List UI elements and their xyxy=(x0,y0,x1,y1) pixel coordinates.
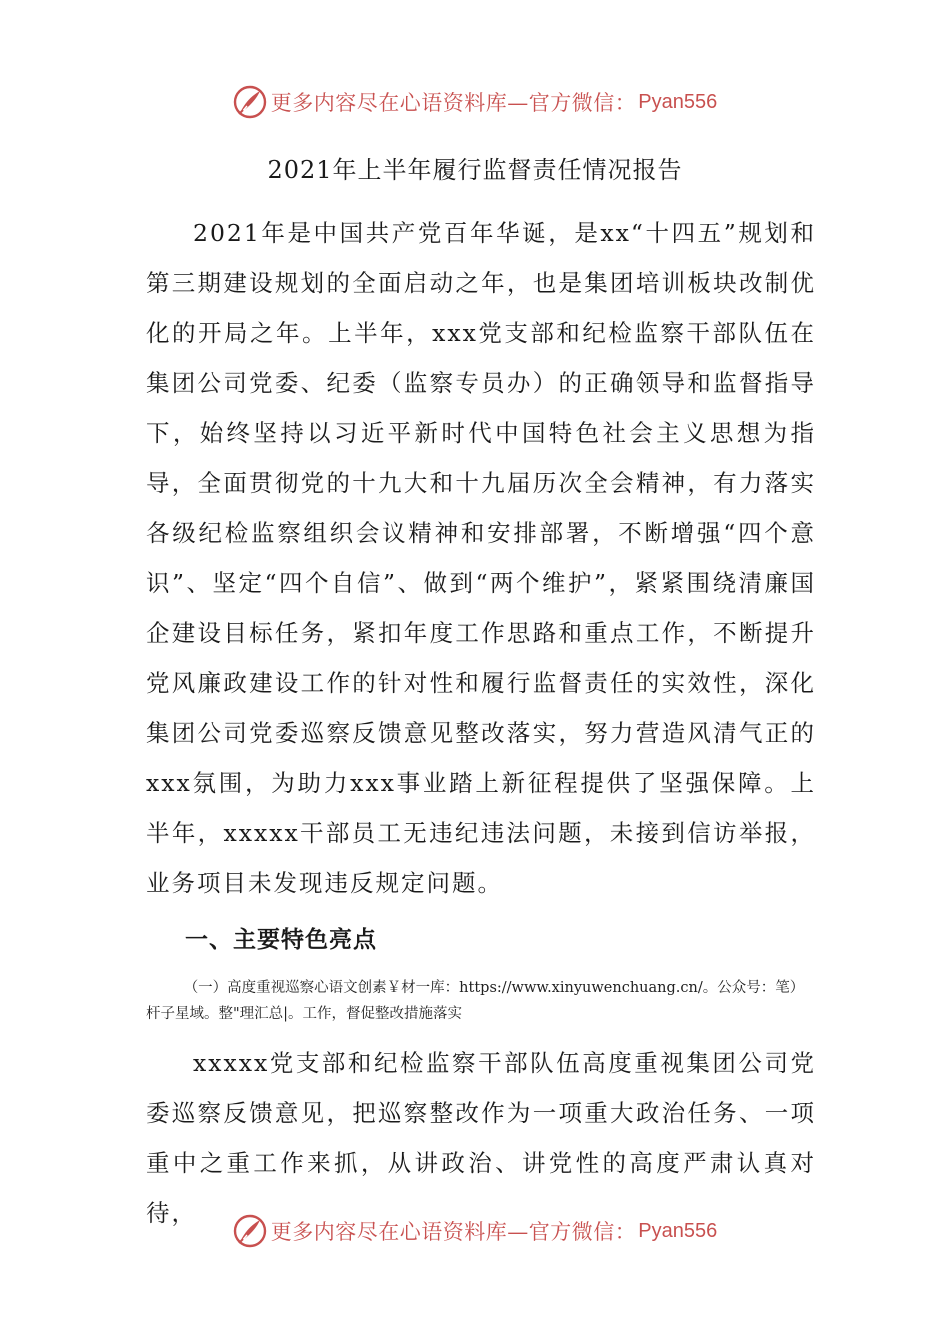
body-paragraph-1: 2021年是中国共产党百年华诞，是xx“十四五”规划和第三期建设规划的全面启动之年，也是集团培训板块改制优化的开局之年。上半年，xxx党支部和纪检监察干部队伍在集团公司党委、纪委（监察专员办）的正确领导和监督指导下，始终坚持以习近平新时代中国特色社会主义思想为指导，全面贯彻党的十九大和十九届历次全会精神，有力落实各级纪检监察组织会议精神和安排部署，不断增强“四个意识”、坚定“四个自信”、做到“两个维护”，紧紧围绕清廉国企建设目标任务，紧扣年度工作思路和重点工作，不断提升党风廉政建设工作的针对性和履行监督责任的实效性，深化集团公司党委巡察反馈意见整改落实，努力营造风清气正的xxx氛围，为助力xxx事业踏上新征程提供了坚强保障。上半年，xxxxx干部员工无违纪违法问题，未接到信访举报，业务项目未发现违反规定问题。 xyxy=(146,219,816,897)
footer-watermark-banner xyxy=(0,1209,950,1253)
document-title: 2021年上半年履行监督责任情况报告 xyxy=(267,156,683,184)
section-heading-1: 一、主要特色亮点 xyxy=(185,927,377,953)
watermark-text: 更多内容尽在心语资料库—官方微信： xyxy=(270,91,637,115)
header-watermark-banner xyxy=(0,80,950,124)
quill-pen-logo-icon xyxy=(233,1214,267,1248)
quill-pen-logo-icon xyxy=(233,85,267,119)
watermark-wechat-id: Pyan556 xyxy=(638,1219,718,1242)
watermark-wechat-id: Pyan556 xyxy=(638,90,718,113)
body-paragraph-2: xxxxx党支部和纪检监察干部队伍高度重视集团公司党委巡察反馈意见，把巡察整改作为一项重大政治任务、一项重中之重工作来抓，从讲政治、讲党性的高度严肃认真对待， xyxy=(146,1049,816,1227)
watermark-text: 更多内容尽在心语资料库—官方微信： xyxy=(270,1220,637,1244)
subheading-1: （一）高度重视巡察心语文创素￥材一库：https://www.xinyuwenchuang.cn/。公众号：笔）杆子星域。整"理汇总|。工作，督促整改措施落实 xyxy=(146,980,805,1022)
